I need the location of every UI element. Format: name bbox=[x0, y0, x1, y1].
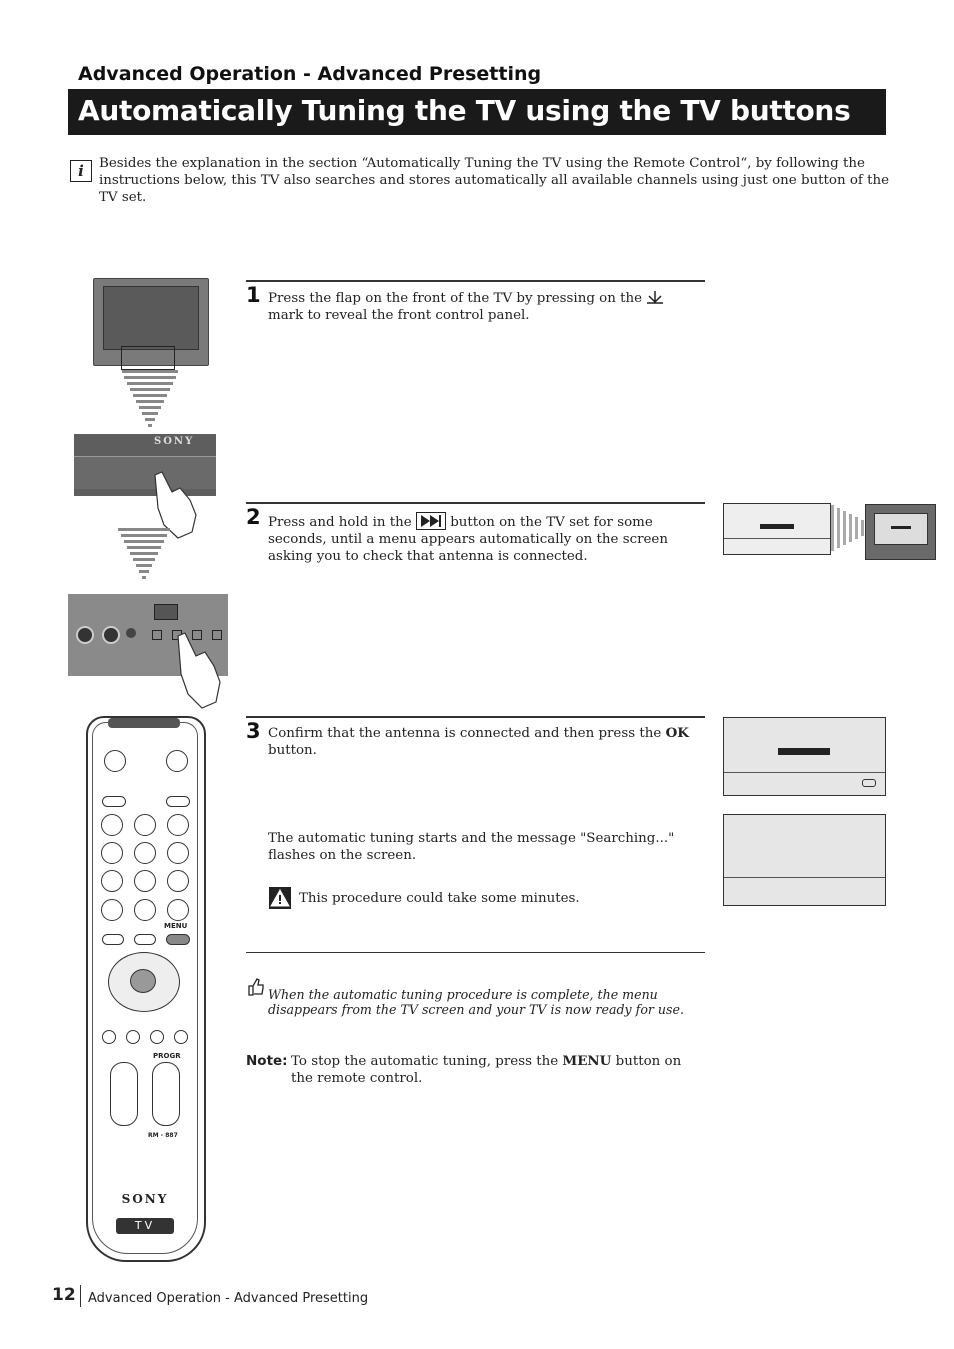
page-title: Automatically Tuning the TV using the TV buttons bbox=[78, 94, 851, 127]
tip-rule bbox=[246, 952, 705, 953]
remote-model: RM - 887 bbox=[148, 1132, 178, 1139]
hand-icon bbox=[172, 630, 230, 710]
step-2-text bbox=[268, 512, 698, 565]
confirm-menu-screen bbox=[723, 717, 886, 796]
step-1-text-a: Press the flap on the front of the TV by pressing on the bbox=[268, 291, 643, 306]
info-icon: i bbox=[70, 160, 92, 182]
fast-forward-button-icon bbox=[416, 512, 446, 530]
step-1-text bbox=[268, 290, 698, 324]
footer-divider bbox=[80, 1285, 81, 1307]
step-3-text-a: Confirm that the antenna is connected and then press the bbox=[268, 726, 662, 741]
remote-tv-label: TV bbox=[116, 1218, 174, 1234]
intro-paragraph: Besides the explanation in the section “Automatically Tuning the TV using the Remote Control“, by following the instructions below, this TV also searches and stores automatically all available channels using just one button of the TV set. bbox=[99, 156, 890, 205]
step-1-number: 1 bbox=[246, 283, 261, 307]
footer-text: Advanced Operation - Advanced Presetting bbox=[88, 1291, 369, 1306]
step-3-text bbox=[268, 725, 698, 759]
remote-brand: SONY bbox=[121, 1192, 169, 1206]
step-3-rule bbox=[246, 716, 705, 718]
searching-text: The automatic tuning starts and the message "Searching..." flashes on the screen. bbox=[268, 831, 675, 863]
page-number: 12 bbox=[52, 1285, 76, 1305]
step-2-text-a: Press and hold in the bbox=[268, 515, 412, 530]
note-label: Note: bbox=[246, 1053, 288, 1069]
antenna-menu-screen bbox=[723, 503, 831, 555]
zoom-funnel bbox=[831, 505, 867, 551]
title-bar bbox=[68, 89, 886, 135]
small-tv-screen bbox=[865, 504, 936, 560]
step-2-number: 2 bbox=[246, 505, 261, 529]
remote-progr-label: PROGR bbox=[153, 1052, 181, 1060]
funnel-arrow bbox=[118, 528, 170, 588]
note-text-a: To stop the automatic tuning, press the bbox=[291, 1054, 559, 1069]
searching-screen bbox=[723, 814, 886, 906]
note-text-b: button on the remote control. bbox=[291, 1054, 682, 1086]
remote-menu-label: MENU bbox=[164, 922, 188, 930]
step-1-text-b: mark to reveal the front control panel. bbox=[268, 308, 530, 323]
ok-label: OK bbox=[665, 725, 689, 741]
warning-icon bbox=[269, 887, 291, 909]
down-arrow-mark-icon bbox=[646, 290, 664, 304]
warning-text: This procedure could take some minutes. bbox=[299, 891, 580, 906]
remote-control bbox=[86, 716, 206, 1262]
section-label: Advanced Operation - Advanced Presetting bbox=[78, 63, 542, 85]
step-3-text-b: button. bbox=[268, 743, 317, 758]
step-1-rule bbox=[246, 280, 705, 282]
funnel-arrow bbox=[122, 370, 178, 432]
menu-label: MENU bbox=[562, 1053, 612, 1069]
step-2-rule bbox=[246, 502, 705, 504]
tv-illustration bbox=[93, 278, 207, 368]
note-text bbox=[291, 1053, 701, 1087]
tip-text: When the automatic tuning procedure is complete, the menu disappears from the TV screen and your TV is now ready for use. bbox=[268, 987, 684, 1017]
step-2-text-b: button on the TV set for some seconds, until a menu appears automatically on the screen asking you to check that antenna is connected. bbox=[268, 515, 668, 564]
step-3-number: 3 bbox=[246, 719, 261, 743]
tv-brand: SONY bbox=[154, 436, 195, 447]
thumbs-up-icon bbox=[246, 977, 266, 1001]
